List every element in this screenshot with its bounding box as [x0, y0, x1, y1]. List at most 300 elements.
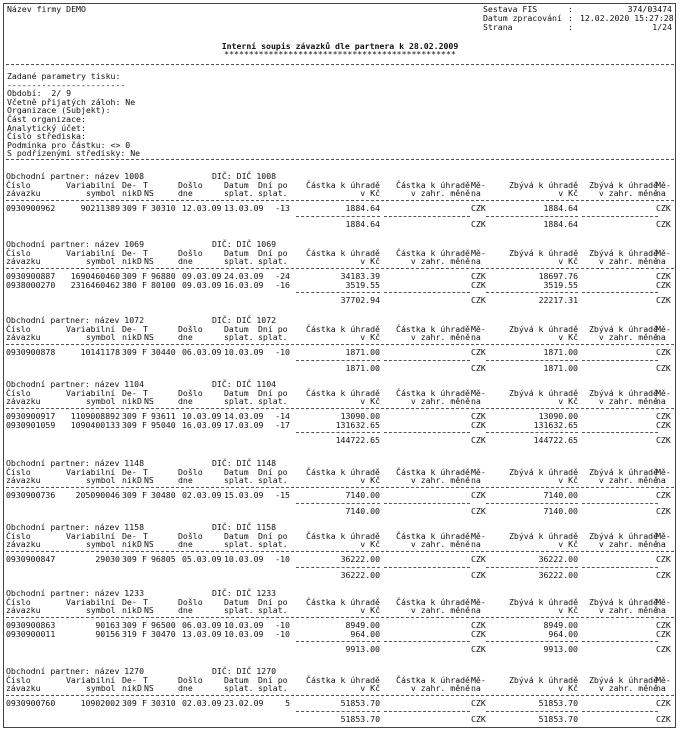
- cell: 13.03.09: [224, 203, 264, 213]
- column-header: D: [137, 683, 142, 693]
- column-header: symbol: [86, 332, 116, 342]
- cell: 90156: [95, 628, 120, 639]
- column-header: Datum: [224, 248, 249, 258]
- cell: F: [142, 279, 147, 290]
- cell: F: [142, 698, 147, 708]
- partner-name: Obchodní partner: název 1270: [6, 666, 145, 676]
- cell: 964.00: [548, 628, 578, 639]
- cell: CZK: [656, 628, 671, 639]
- column-header: T: [143, 675, 148, 685]
- column-header: Číslo: [6, 248, 31, 258]
- cell: 309: [122, 620, 137, 630]
- cell: -10: [275, 628, 290, 639]
- cell: 0938000270: [6, 279, 56, 290]
- column-header: závazku: [6, 396, 41, 406]
- cell: F: [142, 347, 147, 357]
- column-header: na: [471, 539, 481, 549]
- divider: [384, 641, 470, 642]
- total-currency: CZK: [656, 362, 671, 373]
- cell: 3519.55: [345, 279, 380, 290]
- cell: -10: [275, 554, 290, 564]
- cell: F: [142, 490, 147, 500]
- column-header: dne: [178, 683, 193, 693]
- total-currency: CZK: [471, 435, 486, 446]
- total-kc: 9913.00: [345, 644, 380, 655]
- total-currency: CZK: [471, 362, 486, 373]
- cell: 964.00: [350, 628, 380, 639]
- cell: 96500: [151, 620, 176, 630]
- column-header: De-: [122, 597, 137, 607]
- cell: 7140.00: [543, 490, 578, 500]
- cell: 36222.00: [340, 554, 380, 564]
- divider: [486, 292, 578, 293]
- cell: CZK: [471, 698, 486, 708]
- cell: 95040: [151, 419, 176, 430]
- column-header: Mě-: [656, 180, 671, 190]
- column-header: v zahr. měně: [410, 475, 470, 485]
- cell: 0930900011: [6, 628, 56, 639]
- total-kc: 51853.70: [340, 713, 380, 724]
- column-header: Částka k úhradě: [396, 467, 470, 477]
- parameter-line: Včetně přijatých záloh: Ne: [7, 96, 136, 107]
- column-header: Zbývá k úhradě: [588, 531, 658, 541]
- column-header: Číslo: [6, 388, 31, 398]
- column-header: Došlo: [178, 467, 203, 477]
- total-remaining: 144722.65: [533, 435, 578, 446]
- column-header: v Kč: [360, 683, 380, 693]
- cell: F: [142, 411, 147, 421]
- column-header: T: [143, 597, 148, 607]
- column-header: Mě-: [471, 248, 486, 258]
- cell: 12.03.09: [182, 203, 222, 213]
- column-header: v zahr. měně: [410, 396, 470, 406]
- column-header: De-: [122, 248, 137, 258]
- column-header: NS: [144, 256, 154, 266]
- divider: [296, 641, 380, 642]
- cell: 0930900878: [6, 347, 56, 357]
- divider: [582, 641, 658, 642]
- total-remaining: 36222.00: [538, 569, 578, 580]
- divider: [6, 551, 674, 552]
- column-header: symbol: [86, 256, 116, 266]
- column-header: v Kč: [558, 605, 578, 615]
- column-header: Došlo: [178, 675, 203, 685]
- total-kc: 37702.94: [340, 295, 380, 306]
- column-header: De-: [122, 388, 137, 398]
- column-header: symbol: [86, 539, 116, 549]
- cell: 10.03.09: [224, 620, 264, 630]
- cell: 0930901059: [6, 419, 56, 430]
- column-header: Zbývá k úhradě: [508, 248, 578, 258]
- cell: CZK: [471, 628, 486, 639]
- cell: 06.03.09: [182, 347, 222, 357]
- cell: CZK: [656, 698, 671, 708]
- divider: [6, 200, 674, 201]
- cell: CZK: [656, 411, 671, 421]
- sestava-value: 374/03474: [627, 4, 672, 14]
- column-header: splat.: [224, 256, 254, 266]
- cell: 1090400133: [70, 419, 120, 430]
- column-header: na: [656, 683, 666, 693]
- column-header: nik: [122, 605, 137, 615]
- column-header: T: [143, 467, 148, 477]
- total-kc: 144722.65: [335, 435, 380, 446]
- cell: CZK: [656, 554, 671, 564]
- column-header: Došlo: [178, 324, 203, 334]
- column-header: splat.: [258, 332, 288, 342]
- column-header: Došlo: [178, 531, 203, 541]
- column-header: De-: [122, 180, 137, 190]
- column-header: Došlo: [178, 248, 203, 258]
- cell: 30310: [151, 698, 176, 708]
- cell: 16.03.09: [182, 419, 222, 430]
- total-currency: CZK: [656, 295, 671, 306]
- column-header: Mě-: [471, 467, 486, 477]
- column-header: v zahr. měně: [410, 188, 470, 198]
- column-header: D: [137, 332, 142, 342]
- column-header: v Kč: [360, 332, 380, 342]
- column-header: splat.: [258, 396, 288, 406]
- cell: 8949.00: [345, 620, 380, 630]
- cell: 309: [122, 347, 137, 357]
- column-header: v Kč: [558, 188, 578, 198]
- cell: CZK: [656, 620, 671, 630]
- cell: 1871.00: [543, 347, 578, 357]
- divider: [296, 432, 380, 433]
- cell: 10.03.09: [224, 628, 264, 639]
- column-header: Mě-: [656, 324, 671, 334]
- column-header: Datum: [224, 388, 249, 398]
- column-header: dne: [178, 396, 193, 406]
- cell: 0930900760: [6, 698, 56, 708]
- partner-dic: DIČ: DIČ 1104: [212, 379, 277, 389]
- divider: [582, 292, 658, 293]
- column-header: v Kč: [558, 256, 578, 266]
- column-header: Došlo: [178, 388, 203, 398]
- cell: F: [142, 419, 147, 430]
- column-header: Mě-: [656, 531, 671, 541]
- cell: 1884.64: [543, 203, 578, 213]
- column-header: D: [137, 256, 142, 266]
- parameter-line: Období: 2/ 9: [7, 88, 72, 99]
- column-header: D: [137, 188, 142, 198]
- divider: [6, 695, 674, 696]
- column-header: v zahr. měně: [410, 539, 470, 549]
- cell: 34183.39: [340, 271, 380, 281]
- parameter-line: Číslo střediska:: [7, 131, 86, 142]
- total-currency: CZK: [471, 505, 486, 516]
- column-header: Variabilní: [66, 180, 116, 190]
- cell: 309: [122, 419, 137, 430]
- sestava-label: Sestava FIS: [483, 4, 538, 14]
- total-remaining: 22217.31: [538, 295, 578, 306]
- column-header: Dní po: [258, 180, 288, 190]
- column-header: Částka k úhradě: [306, 388, 380, 398]
- divider: [384, 432, 470, 433]
- column-header: Zbývá k úhradě: [588, 324, 658, 334]
- cell: 05.03.09: [182, 554, 222, 564]
- column-header: splat.: [258, 539, 288, 549]
- cell: CZK: [471, 279, 486, 290]
- column-header: v Kč: [360, 256, 380, 266]
- cell: 51853.70: [538, 698, 578, 708]
- partner-name: Obchodní partner: název 1233: [6, 588, 145, 598]
- column-header: na: [471, 256, 481, 266]
- parameter-line: Část organizace:: [7, 113, 86, 124]
- cell: 131632.65: [335, 419, 380, 430]
- divider: [582, 503, 658, 504]
- cell: 0930900847: [6, 554, 56, 564]
- column-header: NS: [144, 332, 154, 342]
- column-header: Dní po: [258, 388, 288, 398]
- total-remaining: 51853.70: [538, 713, 578, 724]
- column-header: Částka k úhradě: [396, 597, 470, 607]
- column-header: T: [143, 324, 148, 334]
- cell: 319: [122, 628, 137, 639]
- column-header: na: [471, 605, 481, 615]
- column-header: Mě-: [471, 388, 486, 398]
- cell: 06.03.09: [182, 620, 222, 630]
- cell: 90163: [95, 620, 120, 630]
- column-header: Částka k úhradě: [396, 324, 470, 334]
- total-currency: CZK: [471, 569, 486, 580]
- print-parameters: [7, 72, 140, 158]
- column-header: Dní po: [258, 531, 288, 541]
- column-header: v zahr. měně: [410, 332, 470, 342]
- datum-label: Datum zpracování: [483, 13, 562, 23]
- cell: 93611: [151, 411, 176, 421]
- column-header: na: [656, 188, 666, 198]
- cell: 96880: [151, 271, 176, 281]
- cell: 14.03.09: [224, 411, 264, 421]
- cell: CZK: [471, 554, 486, 564]
- column-header: v Kč: [360, 475, 380, 485]
- cell: -24: [275, 271, 290, 281]
- cell: F: [142, 271, 147, 281]
- column-header: Variabilní: [66, 324, 116, 334]
- cell: 10.03.09: [224, 347, 264, 357]
- cell: CZK: [656, 490, 671, 500]
- column-header: Datum: [224, 180, 249, 190]
- cell: 80100: [151, 279, 176, 290]
- column-header: Mě-: [471, 324, 486, 334]
- column-header: splat.: [224, 396, 254, 406]
- cell: 51853.70: [340, 698, 380, 708]
- cell: CZK: [471, 271, 486, 281]
- column-header: D: [137, 396, 142, 406]
- column-header: De-: [122, 467, 137, 477]
- column-header: Částka k úhradě: [306, 531, 380, 541]
- column-header: Číslo: [6, 467, 31, 477]
- page-number: 1/24: [652, 22, 672, 32]
- datum-value: 12.02.2020 15:27:28: [580, 13, 674, 23]
- column-header: splat.: [224, 683, 254, 693]
- divider: [296, 503, 380, 504]
- column-header: dne: [178, 539, 193, 549]
- partner-dic: DIČ: DIČ 1270: [212, 666, 277, 676]
- column-header: splat.: [258, 683, 288, 693]
- cell: CZK: [656, 271, 671, 281]
- column-header: závazku: [6, 539, 41, 549]
- sestava-colon: :: [568, 4, 573, 14]
- column-header: Částka k úhradě: [396, 675, 470, 685]
- cell: 90211389: [80, 203, 120, 213]
- column-header: nik: [122, 256, 137, 266]
- divider: [6, 64, 674, 65]
- cell: 13.03.09: [182, 628, 222, 639]
- total-currency: CZK: [471, 295, 486, 306]
- column-header: Částka k úhradě: [396, 388, 470, 398]
- column-header: Zbývá k úhradě: [508, 531, 578, 541]
- cell: 09.03.09: [182, 271, 222, 281]
- column-header: symbol: [86, 396, 116, 406]
- cell: 8949.00: [543, 620, 578, 630]
- column-header: splat.: [224, 188, 254, 198]
- cell: F: [142, 554, 147, 564]
- column-header: symbol: [86, 683, 116, 693]
- parameter-line: Analytický účet:: [7, 122, 86, 133]
- column-header: De-: [122, 675, 137, 685]
- partner-name: Obchodní partner: název 1069: [6, 239, 145, 249]
- partner-dic: DIČ: DIČ 1233: [212, 588, 277, 598]
- column-header: Částka k úhradě: [306, 597, 380, 607]
- column-header: v Kč: [558, 396, 578, 406]
- divider: [296, 567, 380, 568]
- cell: 0930900863: [6, 620, 56, 630]
- column-header: Částka k úhradě: [396, 248, 470, 258]
- divider: [582, 567, 658, 568]
- column-header: v zahr. měně: [410, 683, 470, 693]
- column-header: v zahr. měně: [598, 539, 658, 549]
- cell: 0930900736: [6, 490, 56, 500]
- cell: 10.03.09: [182, 411, 222, 421]
- cell: 309: [122, 203, 137, 213]
- column-header: NS: [144, 539, 154, 549]
- divider: [296, 360, 380, 361]
- divider: [582, 432, 658, 433]
- divider: [384, 567, 470, 568]
- column-header: v Kč: [360, 396, 380, 406]
- total-currency: CZK: [656, 435, 671, 446]
- cell: 17.03.09: [224, 419, 264, 430]
- column-header: na: [656, 332, 666, 342]
- partner-dic: DIČ: DIČ 1008: [212, 171, 277, 181]
- cell: 380: [122, 279, 137, 290]
- column-header: NS: [144, 605, 154, 615]
- cell: 13090.00: [340, 411, 380, 421]
- divider: [296, 711, 380, 712]
- column-header: NS: [144, 683, 154, 693]
- column-header: v Kč: [558, 539, 578, 549]
- partner-name: Obchodní partner: název 1008: [6, 171, 145, 181]
- cell: 7140.00: [345, 490, 380, 500]
- column-header: v zahr. měně: [598, 332, 658, 342]
- divider: [582, 711, 658, 712]
- cell: 15.03.09: [224, 490, 264, 500]
- column-header: T: [143, 531, 148, 541]
- divider: [486, 360, 578, 361]
- cell: 09.03.09: [182, 279, 222, 290]
- column-header: na: [471, 396, 481, 406]
- divider: [6, 159, 674, 160]
- column-header: v zahr. měně: [598, 683, 658, 693]
- column-header: Zbývá k úhradě: [508, 675, 578, 685]
- divider: [486, 503, 578, 504]
- total-currency: CZK: [471, 644, 486, 655]
- cell: 30440: [151, 347, 176, 357]
- total-currency: CZK: [656, 505, 671, 516]
- datum-colon: :: [568, 13, 573, 23]
- cell: 18697.76: [538, 271, 578, 281]
- cell: 205090046: [75, 490, 120, 500]
- column-header: Dní po: [258, 675, 288, 685]
- column-header: Variabilní: [66, 248, 116, 258]
- total-kc: 7140.00: [345, 505, 380, 516]
- cell: CZK: [656, 279, 671, 290]
- column-header: nik: [122, 396, 137, 406]
- column-header: symbol: [86, 475, 116, 485]
- column-header: v Kč: [360, 188, 380, 198]
- column-header: Zbývá k úhradě: [508, 467, 578, 477]
- cell: 309: [122, 271, 137, 281]
- divider: [6, 268, 674, 269]
- column-header: Číslo: [6, 675, 31, 685]
- cell: 30480: [151, 490, 176, 500]
- column-header: Variabilní: [66, 675, 116, 685]
- strana-label: Strana: [483, 22, 513, 32]
- divider: [296, 216, 380, 217]
- cell: CZK: [471, 203, 486, 213]
- divider: [6, 344, 674, 345]
- cell: 3519.55: [543, 279, 578, 290]
- column-header: nik: [122, 332, 137, 342]
- divider: [486, 711, 578, 712]
- title-underline: ***********************************************: [224, 49, 456, 59]
- column-header: na: [471, 475, 481, 485]
- column-header: Částka k úhradě: [306, 248, 380, 258]
- cell: 29030: [95, 554, 120, 564]
- column-header: splat.: [224, 539, 254, 549]
- divider: [486, 567, 578, 568]
- total-remaining: 1884.64: [543, 218, 578, 229]
- cell: 0930900887: [6, 271, 56, 281]
- column-header: nik: [122, 188, 137, 198]
- cell: CZK: [656, 419, 671, 430]
- cell: 309: [122, 698, 137, 708]
- column-header: Číslo: [6, 324, 31, 334]
- column-header: Variabilní: [66, 467, 116, 477]
- divider: [296, 292, 380, 293]
- column-header: závazku: [6, 475, 41, 485]
- divider: [6, 617, 674, 618]
- column-header: v zahr. měně: [598, 475, 658, 485]
- column-header: dne: [178, 605, 193, 615]
- cell: 23.02.09: [224, 698, 264, 708]
- column-header: na: [656, 605, 666, 615]
- column-header: závazku: [6, 683, 41, 693]
- cell: -14: [275, 411, 290, 421]
- column-header: v Kč: [360, 539, 380, 549]
- column-header: závazku: [6, 188, 41, 198]
- divider: [6, 408, 674, 409]
- column-header: De-: [122, 531, 137, 541]
- total-currency: CZK: [471, 218, 486, 229]
- column-header: Zbývá k úhradě: [588, 467, 658, 477]
- column-header: Částka k úhradě: [306, 675, 380, 685]
- column-header: Dní po: [258, 248, 288, 258]
- cell: 309: [122, 411, 137, 421]
- cell: 309: [122, 554, 137, 564]
